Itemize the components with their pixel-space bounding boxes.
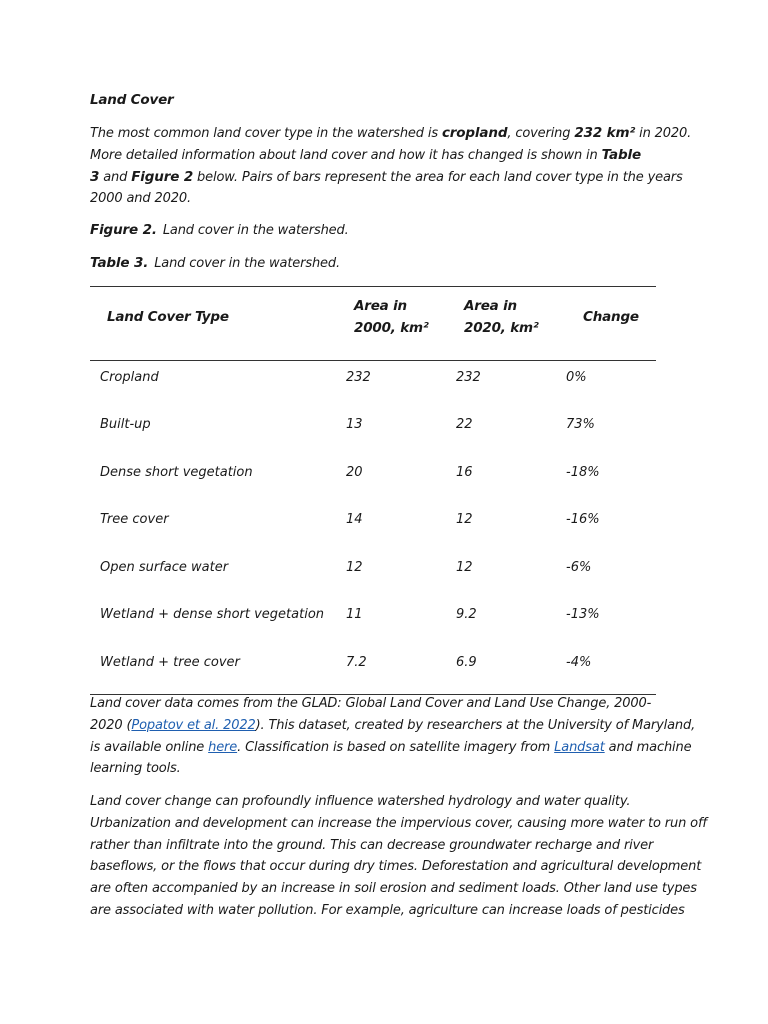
cell-type: Dense short vegetation — [100, 465, 253, 480]
source-text: is available online — [90, 739, 209, 755]
dataset-link[interactable]: here — [208, 739, 238, 755]
cell-area-2000: 11 — [346, 607, 363, 622]
cell-area-2000: 12 — [346, 560, 363, 575]
cell-area-2000: 14 — [346, 512, 363, 527]
impact-line: baseflows, or the flows that occur during dry times. Deforestation and agricultural development — [90, 859, 702, 875]
impact-line: are often accompanied by an increase in soil erosion and sediment loads. Other land use types — [90, 881, 697, 897]
figure-caption-text: Land cover in the watershed. — [162, 223, 349, 238]
intro-text: and — [99, 169, 132, 185]
intro-text: , covering — [507, 126, 575, 141]
cell-change: -16% — [566, 512, 600, 527]
section-heading: Land Cover — [90, 92, 174, 108]
impact-paragraph — [90, 791, 707, 922]
citation-link[interactable]: Popatov et al. 2022 — [131, 717, 256, 733]
cell-area-2020: 9.2 — [456, 607, 477, 622]
source-text: . Classification is based on satellite imagery from — [237, 739, 555, 755]
cell-change: -13% — [566, 607, 600, 622]
cell-area-2000: 232 — [346, 370, 371, 385]
source-text: 2020 ( — [90, 717, 132, 733]
header-change: Change — [583, 309, 639, 325]
cell-change: -18% — [566, 465, 600, 480]
table-row — [90, 465, 656, 485]
figure-caption — [90, 222, 349, 238]
table-caption — [90, 255, 340, 271]
cell-type: Tree cover — [100, 512, 169, 527]
cell-area-2020: 232 — [456, 370, 481, 385]
cell-area-2000: 13 — [346, 417, 363, 432]
cell-type: Open surface water — [100, 560, 229, 575]
table-caption-text: Land cover in the watershed. — [154, 256, 340, 271]
intro-text: in 2020. — [635, 126, 692, 141]
header-area-2000-line2: 2000, km² — [354, 320, 429, 336]
table-header-rule — [90, 360, 656, 361]
table-row — [90, 512, 656, 532]
source-paragraph — [90, 693, 696, 780]
intro-text: The most common land cover type in the watershed is — [90, 126, 442, 141]
cell-area-2020: 12 — [456, 560, 473, 575]
intro-bold-cropland: cropland — [441, 125, 508, 141]
source-text: learning tools. — [90, 761, 181, 777]
impact-line: Land cover change can profoundly influence watershed hydrology and water quality. — [90, 794, 631, 809]
header-area-2000-line1: Area in — [354, 298, 407, 314]
intro-bold-figure: Figure 2 — [131, 168, 194, 185]
intro-text: 2000 and 2020. — [90, 191, 191, 207]
table-row — [90, 607, 656, 627]
cell-change: 0% — [566, 370, 587, 385]
source-text: Land cover data comes from the GLAD: Global Land Cover and Land Use Change, 2000- — [90, 696, 652, 711]
impact-line: are associated with water pollution. For example, agriculture can increase loads of pesticides — [90, 902, 685, 918]
impact-line: Urbanization and development can increase the impervious cover, causing more water to run off — [90, 815, 707, 831]
cell-change: -6% — [566, 560, 592, 575]
cell-change: -4% — [566, 655, 592, 670]
source-text: ). This dataset, created by researchers at the University of Maryland, — [255, 717, 696, 733]
header-area-2020-line2: 2020, km² — [464, 320, 539, 336]
cell-type: Cropland — [100, 370, 159, 385]
cell-type: Wetland + dense short vegetation — [100, 607, 325, 622]
cell-area-2020: 22 — [456, 417, 473, 432]
cell-type: Built-up — [100, 417, 151, 432]
header-area-2020 — [464, 295, 539, 339]
table-top-rule — [90, 286, 656, 287]
cell-area-2020: 6.9 — [456, 655, 477, 670]
source-text: and machine — [604, 739, 692, 755]
cell-area-2000: 20 — [346, 465, 363, 480]
intro-bold-table: Table — [601, 146, 641, 163]
intro-paragraph — [90, 123, 692, 210]
intro-text: More detailed information about land cover and how it has changed is shown in — [90, 147, 602, 163]
header-area-2000 — [354, 295, 429, 339]
intro-bold-table-number: 3 — [90, 168, 100, 185]
intro-bold-area: 232 km² — [574, 125, 636, 141]
landsat-link[interactable]: Landsat — [554, 739, 605, 755]
cell-area-2020: 16 — [456, 465, 473, 480]
table-caption-label: Table 3. — [90, 255, 149, 271]
cell-area-2020: 12 — [456, 512, 473, 527]
table-row — [90, 417, 656, 437]
cell-area-2000: 7.2 — [346, 655, 367, 670]
header-area-2020-line1: Area in — [464, 298, 517, 314]
figure-caption-label: Figure 2. — [90, 222, 157, 238]
table-row — [90, 560, 656, 580]
header-land-cover-type: Land Cover Type — [107, 309, 229, 325]
intro-text: below. Pairs of bars represent the area for each land cover type in the years — [193, 169, 683, 185]
table-row — [90, 370, 656, 390]
table-row — [90, 655, 656, 675]
cell-change: 73% — [566, 417, 595, 432]
impact-line: rather than infiltrate into the ground. This can decrease groundwater recharge and river — [90, 837, 654, 853]
cell-type: Wetland + tree cover — [100, 655, 240, 670]
